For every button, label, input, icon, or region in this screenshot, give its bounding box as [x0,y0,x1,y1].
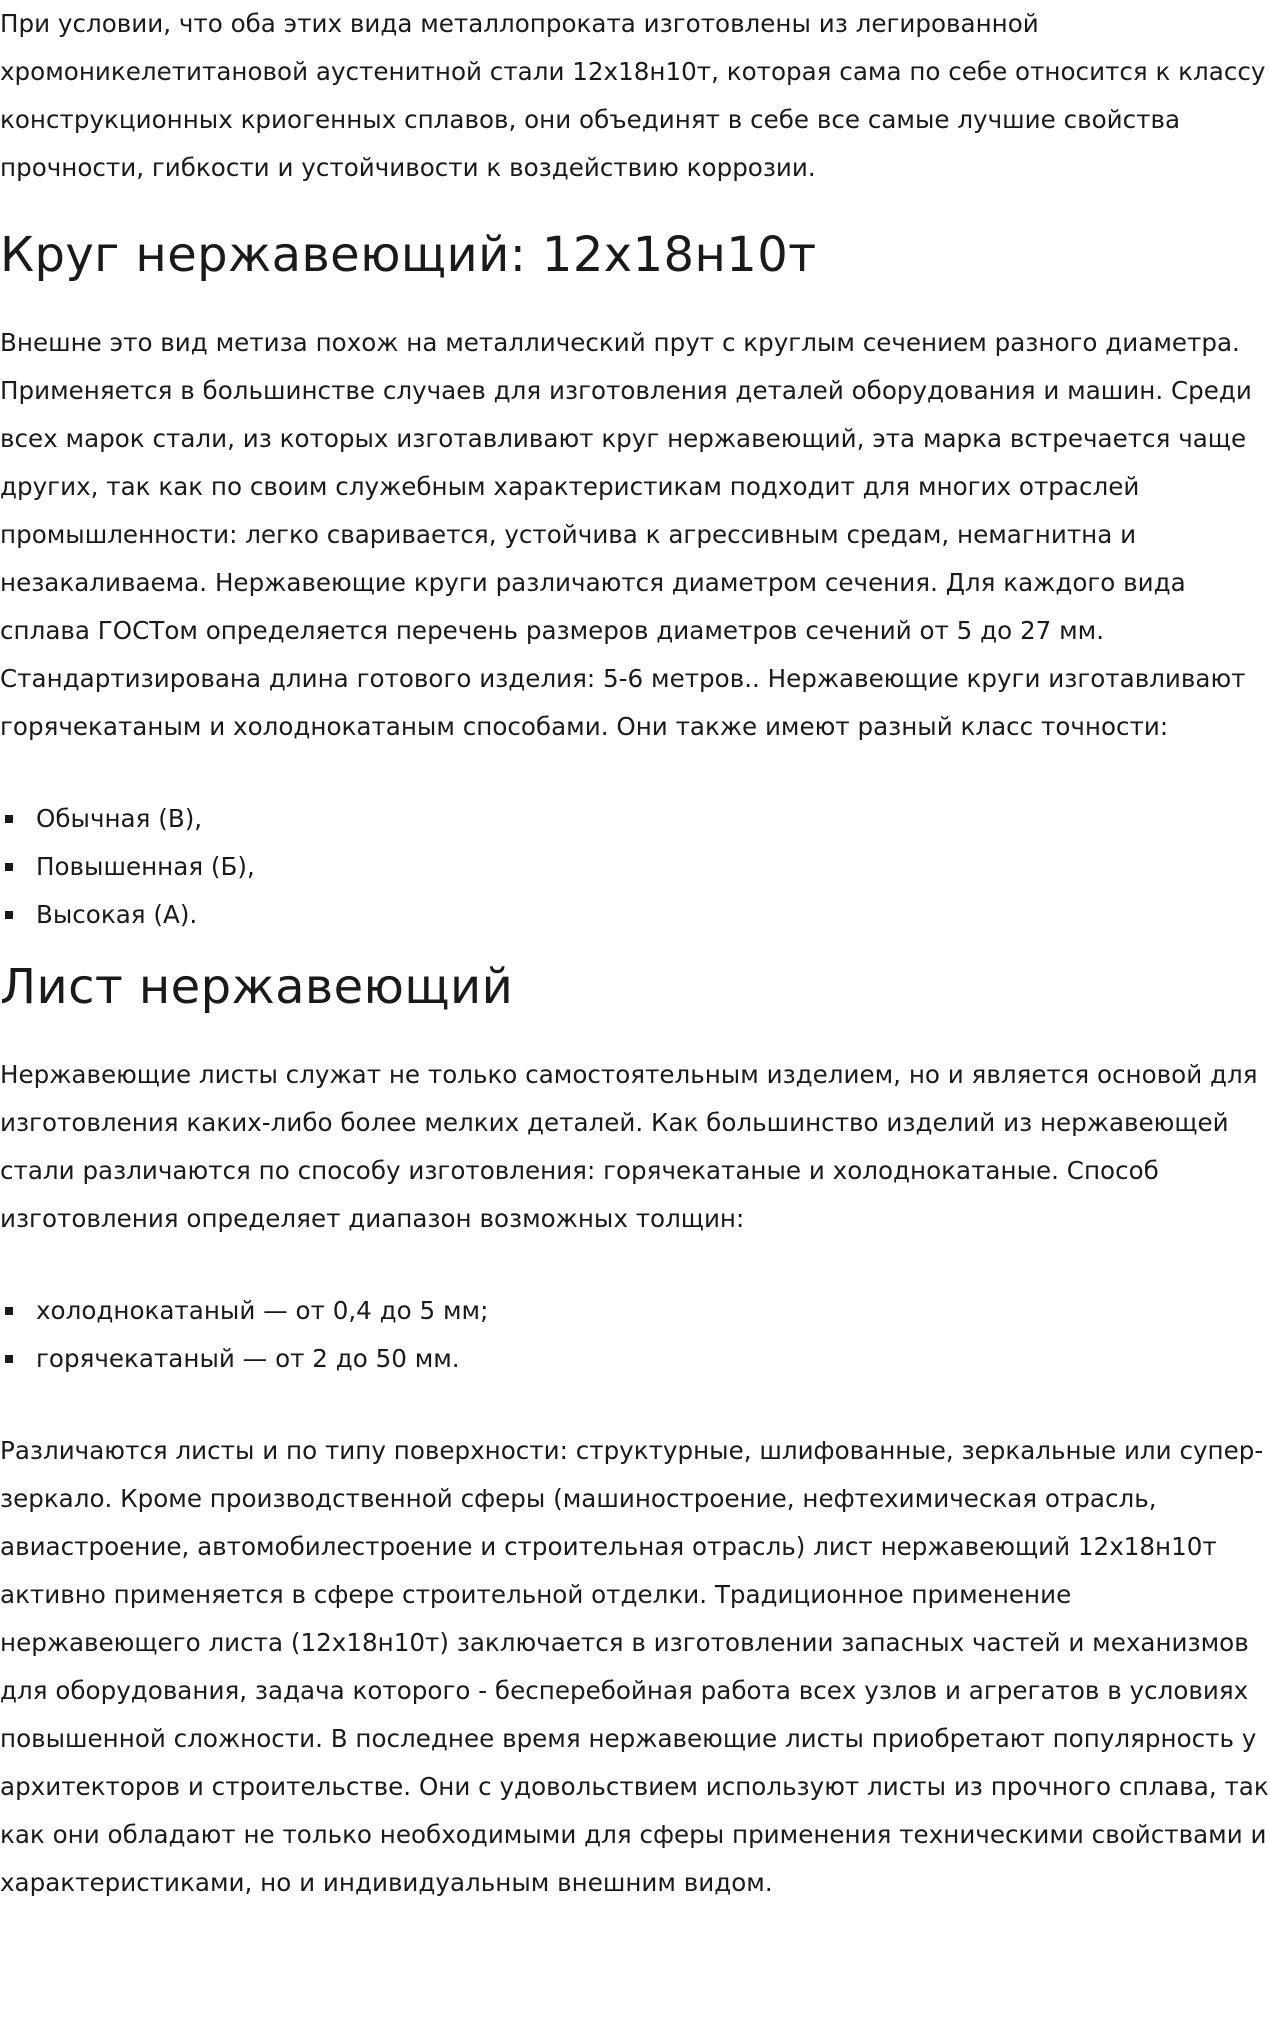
list-item-text: холоднокатаный — от 0,4 до 5 мм; [36,1296,489,1325]
list-item-text: горячекатаный — от 2 до 50 мм. [36,1344,460,1373]
list-item-text: Высокая (А). [36,900,198,929]
square-bullet-icon [5,863,13,871]
thickness-list [0,1287,1270,1383]
square-bullet-icon [5,815,13,823]
list-item [0,1335,1270,1383]
list-item [0,795,1270,843]
list-item [0,1287,1270,1335]
intro-paragraph: При условии, что оба этих вида металлопроката изготовлены из легированной хромоникелетитановой аустенитной стали 12х18н10т, которая сама по себе относится к классу конструкционных криогенных сплавов, они объединят в себе все самые лучшие свойства прочности, гибкости и устойчивости к воздействию коррозии. [0,9,1266,182]
square-bullet-icon [5,911,13,919]
sheet-paragraph-2: Различаются листы и по типу поверхности: структурные, шлифованные, зеркальные или супер-зеркало. Кроме производственной сферы (машиностроение, нефтехимическая отрасль, авиастроение, автомобилестроение и строительная отрасль) лист нержавеющий 12х18н10т активно применяется в сфере строительной отделки. Традиционное применение нержавеющего листа (12х18н10т) заключается в изготовлении запасных частей и механизмов для оборудования, задача которого - бесперебойная работа всех узлов и агрегатов в условиях повышенной сложности. В последнее время нержавеющие листы приобретают популярность у архитекторов и строительстве. Они с удовольствием используют листы из прочного сплава, так как они обладают не только необходимыми для сферы применения техническими свойствами и характеристиками, но и индивидуальным внешним видом. [0,1436,1269,1897]
list-item [0,891,1270,939]
accuracy-class-list [0,795,1270,939]
round-heading: Круг нержавеющий: 12х18н10т [0,227,817,283]
list-item-text: Повышенная (Б), [36,852,255,881]
list-item [0,843,1270,891]
sheet-paragraph-1: Нержавеющие листы служат не только самостоятельным изделием, но и является основой для изготовления каких-либо более мелких деталей. Как большинство изделий из нержавеющей стали различаются по способу изготовления: горячекатаные и холоднокатаные. Способ изготовления определяет диапазон возможных толщин: [0,1060,1258,1233]
square-bullet-icon [5,1307,13,1315]
round-paragraph: Внешне это вид метиза похож на металлический прут с круглым сечением разного диаметра. Применяется в большинстве случаев для изготовления деталей оборудования и машин. Среди всех марок стали, из которых изготавливают круг нержавеющий, эта марка встречается чаще других, так как по своим служебным характеристикам подходит для многих отраслей промышленности: легко сваривается, устойчива к агрессивным средам, немагнитна и незакаливаема. Нержавеющие круги различаются диаметром сечения. Для каждого вида сплава ГОСТом определяется перечень размеров диаметров сечений от 5 до 27 мм. Стандартизирована длина готового изделия: 5-6 метров.. Нержавеющие круги изготавливают горячекатаным и холоднокатаным способами. Они также имеют разный класс точности: [0,328,1252,741]
square-bullet-icon [5,1355,13,1363]
list-item-text: Обычная (В), [36,804,203,833]
sheet-heading: Лист нержавеющий [0,959,514,1015]
